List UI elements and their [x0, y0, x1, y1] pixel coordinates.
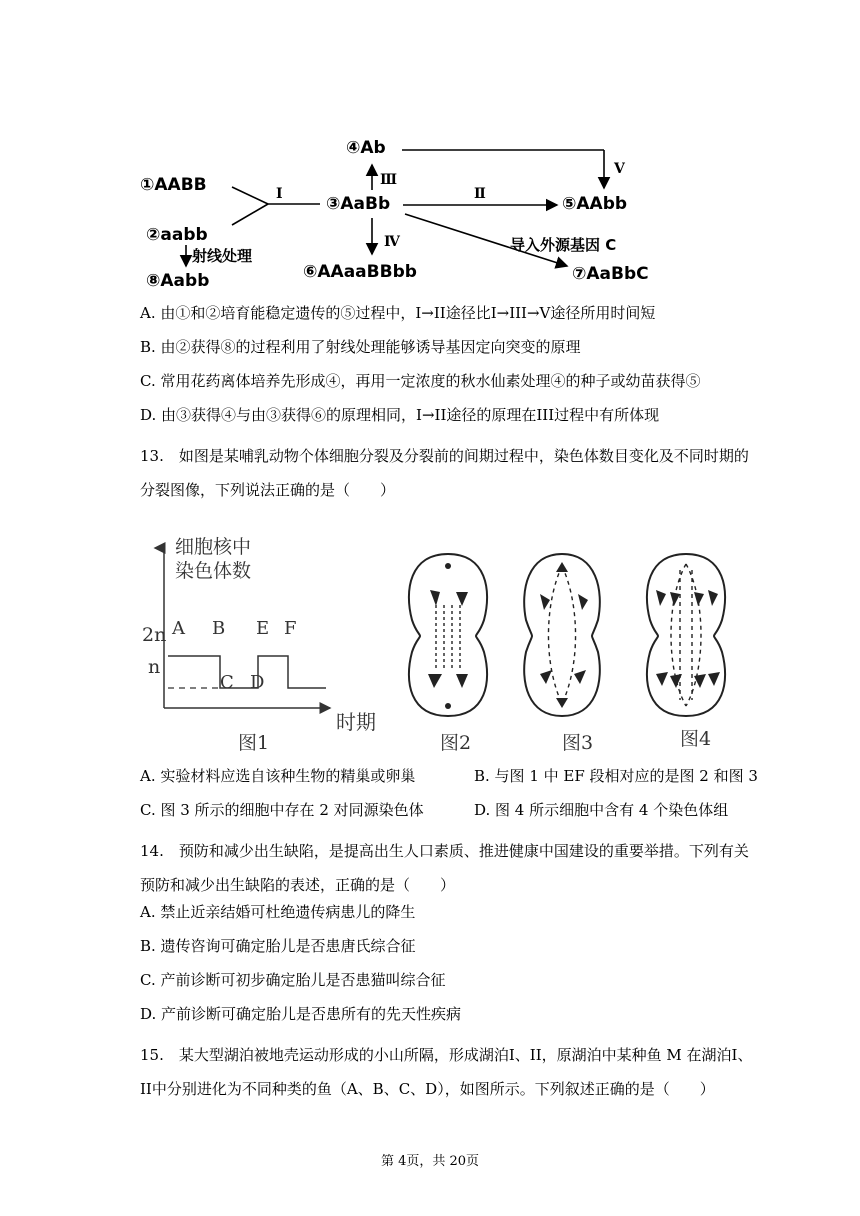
path-label-III: Ⅲ [380, 172, 398, 188]
q14-option-d: D. 产前诊断可确定胎儿是否患所有的先天性疾病 [140, 1005, 462, 1023]
fig1-y-2n: 2n [142, 624, 167, 646]
fig1-point-c: C [220, 672, 234, 693]
q12-option-a: A. 由①和②培育能稳定遗传的⑤过程中，I→II途径比I→III→V途径所用时间短 [140, 304, 656, 322]
q13-option-a: A. 实验材料应选自该种生物的精巢或卵巢 [140, 767, 416, 785]
fig4-cell [636, 550, 736, 720]
foreign-gene-label: 导入外源基因 C [510, 236, 617, 254]
q13-figure [0, 520, 860, 760]
node-8: ⑧Aabb [146, 271, 210, 291]
q12-option-c: C. 常用花药离体培养先形成④，再用一定浓度的秋水仙素处理④的种子或幼苗获得⑤ [140, 372, 701, 390]
node-3: ③AaBb [326, 194, 391, 214]
page-footer: 第 4页，共 20页 [380, 1154, 480, 1169]
q12-option-b: B. 由②获得⑧的过程利用了射线处理能够诱导基因定向突变的原理 [140, 338, 581, 356]
node-2: ②aabb [146, 225, 208, 245]
fig1-xlabel: 时期 [336, 710, 376, 734]
q13-option-d: D. 图 4 所示细胞中含有 4 个染色体组 [474, 801, 729, 819]
fig1-ylabel-2: 染色体数 [175, 560, 252, 582]
fig1-ylabel-1: 细胞核中 [175, 536, 252, 558]
fig1-caption: 图1 [238, 732, 270, 754]
fig1-point-e: E [256, 618, 270, 639]
q12-option-d: D. 由③获得④与由③获得⑥的原理相同，I→II途径的原理在III过程中有所体现 [140, 406, 660, 424]
node-6: ⑥AAaaBBbb [303, 262, 417, 282]
node-1: ①AABB [140, 175, 207, 195]
fig2-cell [398, 550, 498, 720]
fig1-point-a: A [172, 618, 185, 639]
fig4-caption: 图4 [680, 728, 712, 750]
fig3-caption: 图3 [562, 732, 594, 754]
fig1-y-n: n [148, 656, 161, 678]
path-label-II: Ⅱ [474, 186, 486, 202]
fig3-cell [512, 550, 612, 720]
q14-option-b: B. 遗传咨询可确定胎儿是否患唐氏综合征 [140, 937, 416, 955]
fig1-point-d: D [250, 672, 265, 693]
node-4: ④Ab [346, 138, 386, 158]
node-5: ⑤AAbb [562, 194, 628, 214]
breeding-arrows [0, 0, 860, 300]
q13-option-c: C. 图 3 所示的细胞中存在 2 对同源染色体 [140, 801, 424, 819]
path-label-I: I [276, 186, 283, 202]
node-7: ⑦AaBbC [572, 264, 649, 284]
fig2-caption: 图2 [440, 732, 472, 754]
q14-option-c: C. 产前诊断可初步确定胎儿是否患猫叫综合征 [140, 971, 446, 989]
breeding-diagram [0, 0, 860, 300]
q14-stem: 14. 预防和减少出生缺陷，是提高出生人口素质、推进健康中国建设的重要举措。下列有关预防和减少出生缺陷的表述，正确的是（ ） [140, 842, 749, 894]
path-label-V: V [614, 161, 625, 177]
q15-stem: 15. 某大型湖泊被地壳运动形成的小山所隔，形成湖泊I、II，原湖泊中某种鱼 M 在湖泊I、II中分别进化为不同种类的鱼（A、B、C、D），如图所示。下列叙述正确的是（ ） [140, 1046, 753, 1098]
path-label-IV: Ⅳ [384, 234, 400, 250]
q13-stem: 13. 如图是某哺乳动物个体细胞分裂及分裂前的间期过程中，染色体数目变化及不同时期的分裂图像，下列说法正确的是（ ） [140, 447, 749, 499]
q13-option-b: B. 与图 1 中 EF 段相对应的是图 2 和图 3 [474, 767, 758, 785]
fig1-point-b: B [212, 618, 226, 639]
q14-option-a: A. 禁止近亲结婚可杜绝遗传病患儿的降生 [140, 903, 416, 921]
fig1-point-f: F [284, 618, 297, 639]
radiation-label: 射线处理 [192, 247, 253, 265]
